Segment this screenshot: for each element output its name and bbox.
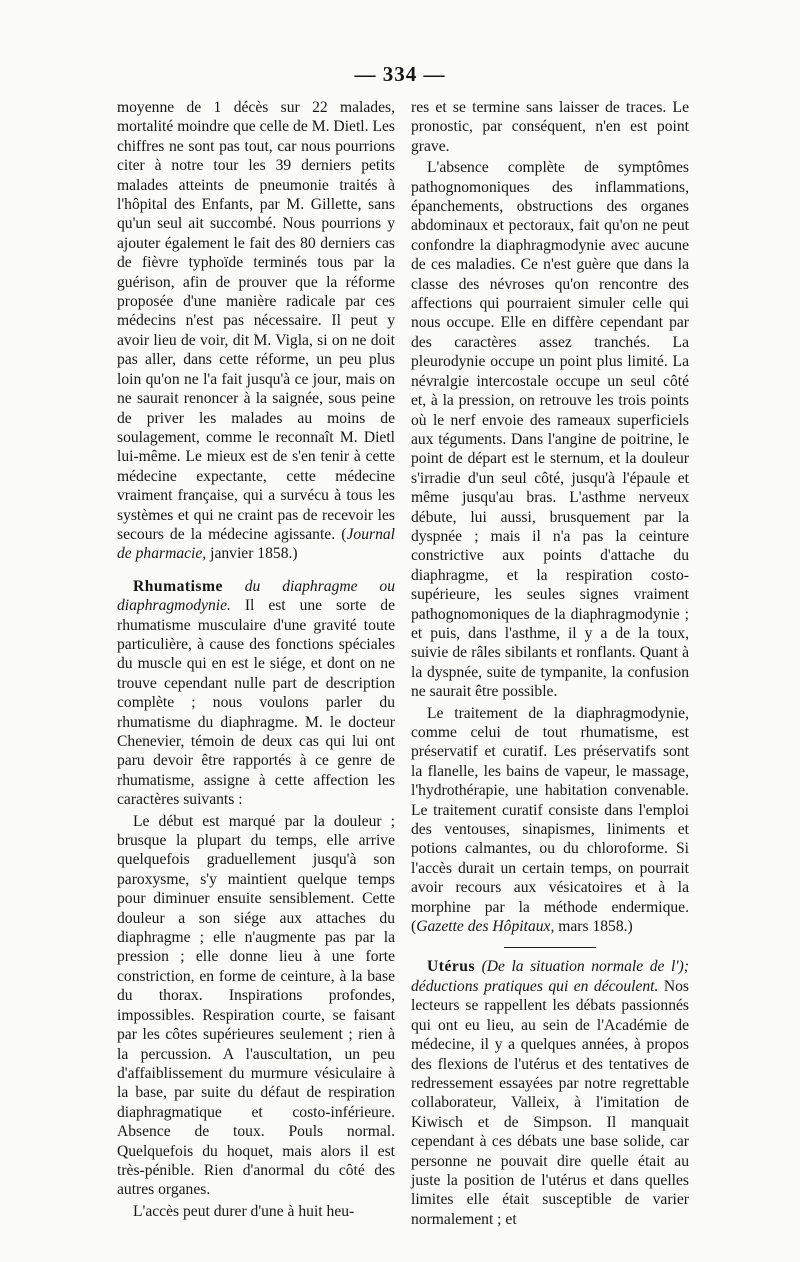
paragraph: L'accès peut durer d'une à huit heu- [133, 1202, 355, 1220]
section-heading: Utérus [427, 958, 476, 976]
citation-date: janvier 1858.) [206, 545, 298, 563]
paragraph: L'absence complète de symptômes pathognomoniques des inflammations, épanchements, obstructions des organes abdominaux et pectoraux, fait qu'on ne peut confondre la diaphragmodynie avec aucune de ces maladies. Ce n'est guère que dans la classe des névroses qu'on rencontre des affections qui pourraient simuler celle qui nous occupe. Elle en diffère cependant par des caractères assez tranchés. La pleurodynie occupe un point plus limité. La névralgie intercostale occupe un seul côté et, à la pression, on retrouve les trois points où le nerf envoie des rameaux superficiels aux téguments. Dans l'angine de poitrine, le point de départ est le sternum, et la douleur s'irradie d'un seul côté, jusqu'à l'épaule et même jusqu'au bras. L'asthme nerveux débute, lui aussi, brusquement par la dyspnée ; mais il n'a pas la ceinture constrictive aux points d'attache du diaphragme, et la respiration costo-supérieure, les seules signes vraiment pathognomoniques de la diaphragmodynie ; et puis, dans l'asthme, il y a de la toux, suivie de râles sibilants et ronflants. Quant à la dyspnée, suite de tympanite, la confusion ne saurait être possible. [411, 159, 689, 701]
citation-source: Gazette des Hôpitaux, [416, 918, 555, 936]
paragraph-text: Le traitement de la diaphragmodynie, comme celui de tout rhumatisme, est préservatif et curatif. Les préservatifs sont la flanelle, les bains de vapeur, le massage, l'hydrothérapie, une habitation convenable. Le traitement curatif consiste dans l'emploi des ventouses, sinapismes, liniments et potions calmantes, ou du chloroforme. Si l'accès durait un certain temps, on pourrait avoir recours aux vésicatoires et à la morphine par la méthode endermique. ( [411, 704, 689, 936]
paragraph: Le début est marqué par la douleur ; brusque la plupart du temps, elle arrive quelquefois graduellement jusqu'à son paroxysme, s'y maintient quelque temps pour diminuer ensuite sensiblement. Cette douleur a son siége aux attaches du diaphragme ; elle n'augmente pas par la pression ; elle donne lieu à une forte constriction, en forme de ceinture, à la base du thorax. Inspirations profondes, impossibles. Respiration courte, se faisant par les côtes supérieures seulement ; rien à la percussion. A l'auscultation, un peu d'affaiblissement du murmure vésiculaire à la base, par suite du défaut de respiration diaphragmatique et costo-inférieure. Absence de toux. Pouls normal. Quelquefois du hoquet, mais alors il est très-pénible. Rien d'anormal du côté des autres organes. [117, 812, 395, 1199]
section-rhumatisme [117, 577, 395, 810]
paragraph-text: Nos lecteurs se rappellent les débats passionnés qui ont eu lieu, au sein de l'Académie de médecine, il y a quelques années, à propos des flexions de l'utérus et des tentatives de redressement essayées par notre regrettable collaborateur, Valleix, à l'imitation de Kiwisch et de Simpson. Il manquait cependant à ces débats une base solide, car personne ne pouvait dire quelle était au juste la position de l'utérus et dans quelles limites elle était susceptible de varier normalement ; et [411, 977, 689, 1228]
section-subtitle: du diaphragme ou diaphragmodynie. [117, 577, 395, 615]
section-divider [504, 947, 596, 948]
paragraph [411, 704, 689, 937]
page-number: — 334 — [354, 62, 446, 86]
left-column [117, 98, 395, 1221]
citation-source: Journal de pharmacie, [117, 525, 395, 563]
paragraph: res et se termine sans laisser de traces. Le pronostic, par conséquent, n'en est point grave. [411, 99, 689, 155]
section-subtitle: (De la situation normale de l'); déductions pratiques qui en découlent. [411, 958, 689, 995]
citation-date: mars 1858.) [554, 918, 633, 936]
paragraph-text: moyenne de 1 décès sur 22 malades, mortalité moindre que celle de M. Dietl. Les chiffres ne sont pas tout, car nous pourrions citer à notre tour les 39 derniers petits malades atteints de pneumonie traités à l'hôpital des Enfants, par M. Gillette, sans qu'un seul ait succombé. Nous pourrions y ajouter également le fait des 80 derniers cas de fièvre typhoïde terminés tous par la guérison, afin de prouver que la réforme proposée d'une manière radicale par ces médecins n'est pas nécessaire. Il peut y avoir lieu de voir, dit M. Vigla, si on ne doit pas aller, dans cette réforme, un peu plus loin qu'on ne l'a fait jusqu'à ce jour, mais on ne saurait renoncer à la saignée, sous peine de priver les malades au moins de soulagement, comme le reconnaît M. Dietl lui-même. Le mieux est de s'en tenir à cette médecine expectante, cette médecine vraiment française, qui a survécu à tous les systèmes et qui ne craint pas de recevoir les secours de la médecine agissante. ( [117, 99, 395, 543]
paragraph-text: Il est une sorte de rhumatisme musculaire d'une gravité toute particulière, à cause des fonctions spéciales du muscle qui en est le siége, et dont on ne trouve cependant nulle part de description complète ; nous voulons parler du rhumatisme du diaphragme. M. le docteur Chenevier, témoin de deux cas qui lui ont paru devoir être rapportés à ce genre de rhumatisme, assigne à cette affection les caractères suivants : [117, 597, 395, 809]
right-column [411, 98, 689, 1229]
paragraph [117, 98, 395, 564]
section-heading: Rhumatisme [133, 577, 223, 595]
section-uterus [411, 957, 689, 1229]
